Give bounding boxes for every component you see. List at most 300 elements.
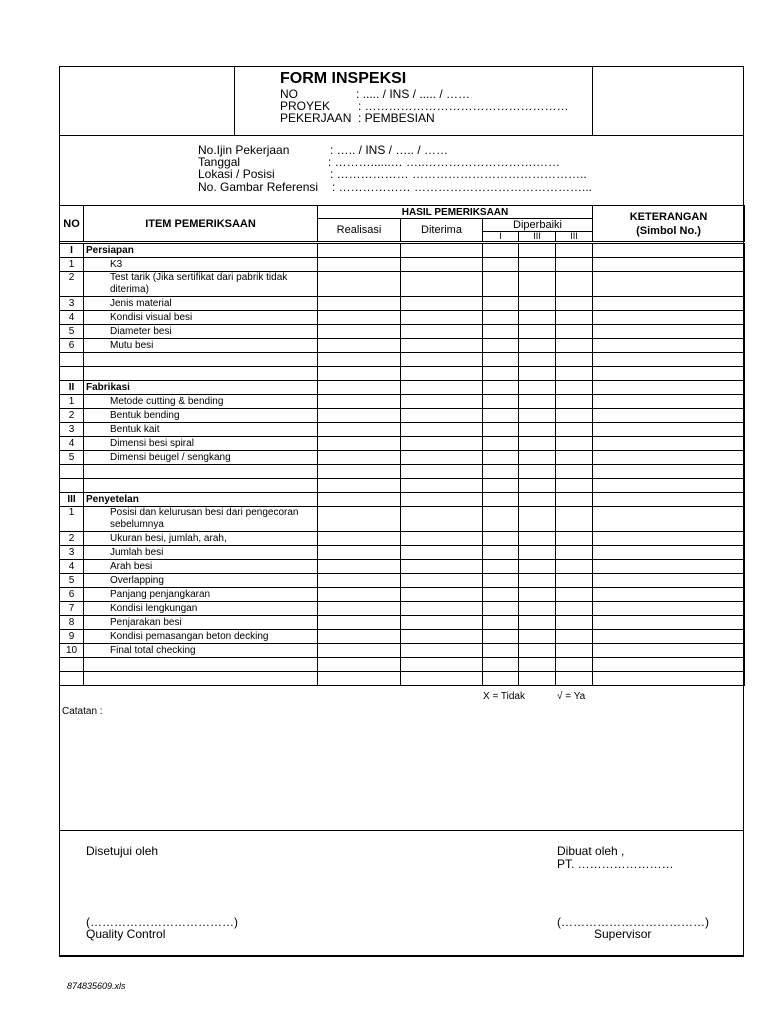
col-item-header: ITEM PEMERIKSAAN [84, 206, 318, 243]
section-name: Penyetelan [84, 493, 318, 507]
result-cell [483, 560, 519, 574]
inspection-table-body [60, 243, 745, 686]
item-text: Metode cutting & bending [84, 395, 318, 409]
approved-by-role: Quality Control [86, 927, 166, 941]
header-no-value: : ..... / INS / ..... / …… [356, 87, 471, 101]
result-cell [401, 493, 483, 507]
result-cell [318, 381, 401, 395]
item-text: Bentuk kait [84, 423, 318, 437]
result-cell [519, 602, 556, 616]
table-row [60, 602, 745, 616]
result-cell [593, 297, 745, 311]
table-row [60, 339, 745, 353]
result-cell [401, 353, 483, 367]
no-cell [60, 465, 84, 479]
result-cell [593, 588, 745, 602]
result-cell [593, 451, 745, 465]
table-row [60, 507, 745, 532]
result-cell [519, 616, 556, 630]
item-no: 4 [60, 560, 84, 574]
result-cell [593, 493, 745, 507]
file-name: 874835609.xls [67, 981, 126, 991]
result-cell [556, 437, 593, 451]
result-cell [556, 507, 593, 532]
result-cell [483, 353, 519, 367]
item-text: K3 [84, 258, 318, 272]
sub-col-2: III [519, 232, 556, 243]
item-text: Jenis material [84, 297, 318, 311]
result-cell [556, 243, 593, 258]
result-cell [556, 339, 593, 353]
result-cell [556, 367, 593, 381]
item-no: 3 [60, 423, 84, 437]
result-cell [519, 311, 556, 325]
legend-tidak: X = Tidak [483, 691, 525, 702]
result-cell [556, 546, 593, 560]
blank-row [60, 353, 745, 367]
result-cell [318, 465, 401, 479]
result-cell [519, 395, 556, 409]
result-cell [519, 325, 556, 339]
item-text: Dimensi besi spiral [84, 437, 318, 451]
result-cell [401, 451, 483, 465]
item-no: 10 [60, 644, 84, 658]
result-cell [556, 451, 593, 465]
result-cell [401, 658, 483, 672]
result-cell [318, 560, 401, 574]
result-cell [483, 451, 519, 465]
table-row [60, 395, 745, 409]
created-by-signature-line: (………………………………) [557, 915, 709, 929]
sub-col-3: III [556, 232, 593, 243]
item-no: 6 [60, 339, 84, 353]
header-proyek-label: PROYEK [280, 99, 331, 113]
item-text: Arah besi [84, 560, 318, 574]
result-cell [483, 409, 519, 423]
blank-row [60, 367, 745, 381]
item-text: Panjang penjangkaran [84, 588, 318, 602]
result-cell [556, 532, 593, 546]
item-no: 5 [60, 325, 84, 339]
result-cell [593, 272, 745, 297]
blank-row [60, 658, 745, 672]
result-cell [593, 479, 745, 493]
result-cell [483, 258, 519, 272]
header-proyek-value: : …………………………………………… [358, 99, 569, 113]
item-text: Penjarakan besi [84, 616, 318, 630]
result-cell [318, 658, 401, 672]
table-row [60, 272, 745, 297]
item-no: 3 [60, 297, 84, 311]
header-divider [60, 135, 744, 136]
result-cell [519, 272, 556, 297]
approved-by-label: Disetujui oleh [86, 844, 159, 858]
item-no: 3 [60, 546, 84, 560]
result-cell [593, 602, 745, 616]
no-cell [60, 672, 84, 686]
result-cell [593, 409, 745, 423]
result-cell [483, 311, 519, 325]
result-cell [556, 588, 593, 602]
result-cell [318, 395, 401, 409]
result-cell [401, 367, 483, 381]
item-cell [84, 672, 318, 686]
table-row [60, 409, 745, 423]
result-cell [483, 465, 519, 479]
result-cell [556, 381, 593, 395]
result-cell [318, 493, 401, 507]
result-cell [318, 644, 401, 658]
item-text: Test tarik (Jika sertifikat dari pabrik tidak diterima) [84, 272, 318, 297]
result-cell [483, 297, 519, 311]
footer-rule [59, 956, 744, 957]
result-cell [318, 339, 401, 353]
result-cell [401, 672, 483, 686]
col-no-header: NO [60, 206, 84, 243]
result-cell [401, 243, 483, 258]
result-cell [556, 602, 593, 616]
table-row [60, 451, 745, 465]
result-cell [401, 311, 483, 325]
created-by-company: PT. …………………… [557, 857, 674, 871]
result-cell [318, 507, 401, 532]
result-cell [401, 560, 483, 574]
sub-col-1: I [483, 232, 519, 243]
item-text: Kondisi pemasangan beton decking [84, 630, 318, 644]
item-no: 1 [60, 507, 84, 532]
result-cell [593, 367, 745, 381]
result-cell [556, 258, 593, 272]
item-no: 1 [60, 258, 84, 272]
result-cell [556, 325, 593, 339]
result-cell [556, 644, 593, 658]
result-cell [318, 353, 401, 367]
keterangan-label: KETERANGAN [629, 210, 708, 223]
result-cell [593, 381, 745, 395]
result-cell [483, 507, 519, 532]
result-cell [483, 574, 519, 588]
result-cell [519, 258, 556, 272]
section-no: I [60, 243, 84, 258]
result-cell [519, 560, 556, 574]
result-cell [519, 644, 556, 658]
result-cell [483, 588, 519, 602]
table-row [60, 258, 745, 272]
result-cell [483, 658, 519, 672]
info-tanggal-value: : ………......… …..……………………….…… [328, 155, 561, 169]
result-cell [593, 243, 745, 258]
section-row [60, 243, 745, 258]
result-cell [593, 311, 745, 325]
result-cell [483, 437, 519, 451]
result-cell [519, 353, 556, 367]
result-cell [593, 325, 745, 339]
result-cell [593, 339, 745, 353]
result-cell [318, 479, 401, 493]
header-pekerjaan-value: : PEMBESIAN [358, 111, 435, 125]
item-cell [84, 479, 318, 493]
result-cell [318, 602, 401, 616]
result-cell [519, 451, 556, 465]
result-cell [593, 658, 745, 672]
section-row [60, 493, 745, 507]
result-cell [556, 311, 593, 325]
result-cell [556, 395, 593, 409]
result-cell [593, 437, 745, 451]
result-cell [401, 616, 483, 630]
result-cell [519, 297, 556, 311]
table-row [60, 644, 745, 658]
result-cell [556, 297, 593, 311]
signature-divider [59, 830, 744, 831]
result-cell [556, 353, 593, 367]
result-cell [318, 437, 401, 451]
col-realisasi-header: Realisasi [318, 219, 401, 243]
table-row [60, 616, 745, 630]
result-cell [556, 574, 593, 588]
result-cell [593, 644, 745, 658]
result-cell [519, 630, 556, 644]
result-cell [318, 325, 401, 339]
item-cell [84, 465, 318, 479]
result-cell [401, 381, 483, 395]
result-cell [519, 381, 556, 395]
table-row [60, 437, 745, 451]
result-cell [519, 574, 556, 588]
result-cell [483, 325, 519, 339]
no-cell [60, 658, 84, 672]
result-cell [519, 423, 556, 437]
item-text: Ukuran besi, jumlah, arah, [84, 532, 318, 546]
result-cell [318, 311, 401, 325]
result-cell [401, 395, 483, 409]
result-cell [483, 479, 519, 493]
result-cell [593, 258, 745, 272]
result-cell [519, 546, 556, 560]
result-cell [483, 602, 519, 616]
result-cell [593, 532, 745, 546]
result-cell [401, 272, 483, 297]
col-keterangan-header [593, 206, 745, 243]
result-cell [519, 532, 556, 546]
created-by-role: Supervisor [594, 927, 652, 941]
result-cell [401, 546, 483, 560]
result-cell [519, 409, 556, 423]
result-cell [401, 325, 483, 339]
result-cell [483, 532, 519, 546]
no-cell [60, 479, 84, 493]
simbol-label: (Simbol No.) [636, 224, 701, 237]
result-cell [318, 532, 401, 546]
result-cell [519, 658, 556, 672]
result-cell [401, 602, 483, 616]
item-text: Kondisi visual besi [84, 311, 318, 325]
logo-box [60, 67, 235, 135]
item-text: Kondisi lengkungan [84, 602, 318, 616]
item-no: 1 [60, 395, 84, 409]
result-cell [593, 574, 745, 588]
result-cell [483, 493, 519, 507]
section-name: Fabrikasi [84, 381, 318, 395]
result-cell [593, 465, 745, 479]
result-cell [401, 574, 483, 588]
info-gambar-label: No. Gambar Referensi [198, 180, 319, 194]
item-no: 2 [60, 409, 84, 423]
result-cell [401, 507, 483, 532]
info-lokasi-value: : ……………… …………………………………….. [330, 167, 587, 181]
item-text: Diameter besi [84, 325, 318, 339]
item-no: 5 [60, 574, 84, 588]
result-cell [556, 423, 593, 437]
form-title: FORM INSPEKSI [280, 70, 407, 87]
col-hasil-header: HASIL PEMERIKSAAN [318, 206, 593, 219]
result-cell [318, 616, 401, 630]
item-cell [84, 658, 318, 672]
result-cell [593, 423, 745, 437]
legend-ya: √ = Ya [557, 691, 586, 702]
result-cell [483, 630, 519, 644]
result-cell [519, 367, 556, 381]
result-cell [483, 672, 519, 686]
result-cell [483, 339, 519, 353]
result-cell [318, 672, 401, 686]
item-no: 6 [60, 588, 84, 602]
result-cell [593, 630, 745, 644]
section-name: Persiapan [84, 243, 318, 258]
result-cell [519, 493, 556, 507]
result-cell [483, 272, 519, 297]
result-cell [318, 574, 401, 588]
result-cell [401, 532, 483, 546]
item-text: Posisi dan kelurusan besi dari pengecoran sebelumnya [84, 507, 318, 532]
table-row [60, 311, 745, 325]
table-row [60, 560, 745, 574]
header-pekerjaan-label: PEKERJAAN [280, 111, 352, 125]
item-no: 2 [60, 272, 84, 297]
info-gambar-value: : ……………… ……………………………………... [332, 180, 593, 194]
result-cell [483, 423, 519, 437]
result-cell [556, 465, 593, 479]
blank-row [60, 479, 745, 493]
blank-row [60, 465, 745, 479]
result-cell [519, 588, 556, 602]
table-row [60, 325, 745, 339]
result-cell [519, 479, 556, 493]
result-cell [593, 353, 745, 367]
result-cell [401, 297, 483, 311]
result-cell [401, 479, 483, 493]
result-cell [318, 630, 401, 644]
header-no-label: NO [280, 87, 298, 101]
result-cell [483, 546, 519, 560]
section-no: III [60, 493, 84, 507]
header-right-box [592, 67, 744, 135]
result-cell [556, 479, 593, 493]
item-text: Final total checking [84, 644, 318, 658]
result-cell [318, 297, 401, 311]
result-cell [556, 560, 593, 574]
item-no: 5 [60, 451, 84, 465]
result-cell [483, 395, 519, 409]
result-cell [483, 367, 519, 381]
result-cell [401, 644, 483, 658]
col-diperbaiki-header: Diperbaiki [483, 219, 593, 232]
result-cell [556, 616, 593, 630]
result-cell [556, 658, 593, 672]
result-cell [318, 451, 401, 465]
result-cell [519, 672, 556, 686]
result-cell [401, 630, 483, 644]
blank-row [60, 672, 745, 686]
result-cell [556, 630, 593, 644]
result-cell [318, 588, 401, 602]
result-cell [318, 258, 401, 272]
result-cell [593, 395, 745, 409]
result-cell [593, 546, 745, 560]
result-cell [318, 272, 401, 297]
info-ijin-value: : ….. / INS / ….. / …… [330, 143, 449, 157]
result-cell [519, 437, 556, 451]
item-text: Jumlah besi [84, 546, 318, 560]
table-row [60, 546, 745, 560]
result-cell [318, 367, 401, 381]
catatan-label: Catatan : [62, 706, 103, 717]
item-text: Dimensi beugel / sengkang [84, 451, 318, 465]
result-cell [483, 243, 519, 258]
table-row [60, 297, 745, 311]
result-cell [401, 409, 483, 423]
result-cell [318, 409, 401, 423]
table-row [60, 423, 745, 437]
item-no: 9 [60, 630, 84, 644]
result-cell [483, 381, 519, 395]
section-no: II [60, 381, 84, 395]
result-cell [556, 493, 593, 507]
result-cell [483, 616, 519, 630]
result-cell [401, 437, 483, 451]
result-cell [593, 560, 745, 574]
item-cell [84, 367, 318, 381]
result-cell [401, 258, 483, 272]
result-cell [483, 644, 519, 658]
result-cell [318, 546, 401, 560]
result-cell [519, 243, 556, 258]
no-cell [60, 353, 84, 367]
result-cell [519, 339, 556, 353]
item-text: Bentuk bending [84, 409, 318, 423]
result-cell [401, 423, 483, 437]
result-cell [318, 423, 401, 437]
approved-by-signature-line: (………………………………) [86, 915, 238, 929]
info-ijin-label: No.Ijin Pekerjaan [198, 143, 290, 157]
created-by-label: Dibuat oleh , [557, 844, 625, 858]
inspection-table [59, 205, 745, 686]
result-cell [556, 672, 593, 686]
result-cell [556, 409, 593, 423]
result-cell [593, 616, 745, 630]
item-no: 7 [60, 602, 84, 616]
table-row [60, 588, 745, 602]
result-cell [318, 243, 401, 258]
item-text: Overlapping [84, 574, 318, 588]
result-cell [519, 465, 556, 479]
item-no: 4 [60, 437, 84, 451]
item-cell [84, 353, 318, 367]
info-lokasi-label: Lokasi / Posisi [198, 167, 275, 181]
item-text: Mutu besi [84, 339, 318, 353]
result-cell [401, 339, 483, 353]
item-no: 4 [60, 311, 84, 325]
